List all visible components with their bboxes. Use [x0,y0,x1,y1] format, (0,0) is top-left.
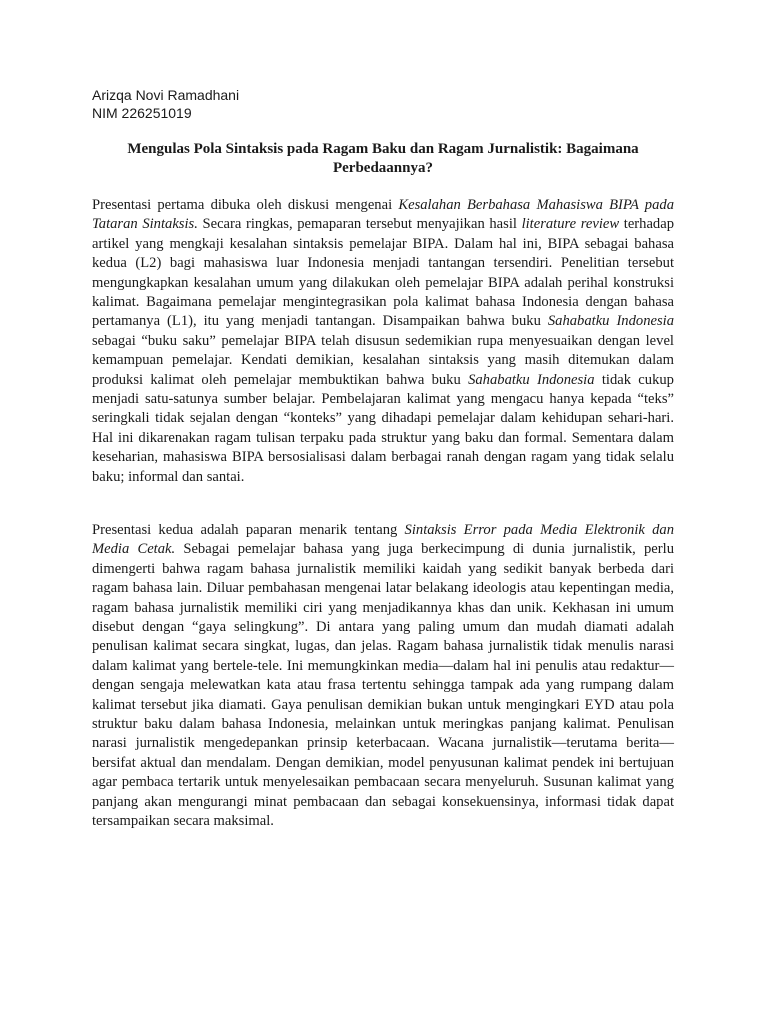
author-nim: NIM 226251019 [92,105,192,121]
document-title: Mengulas Pola Sintaksis pada Ragam Baku dan Ragam Jurnalistik: Bagaimana Perbedaannya? [127,141,639,176]
text-run: tidak cukup menjadi satu-satunya sumber belajar. Pembelajaran kalimat yang mengacu hanya kepada “teks” seringkali tidak sejalan dengan “konteks” yang dihadapi pemelajar dalam kehidupan sehari-hari. Hal ini dikarenakan ragam tulisan terpaku pada struktur yang baku dan formal. Sementara dalam keseharian, mahasiswa BIPA bersosialisasi dalam berbagai ranah dengan ragam yang tidak selalu baku; informal dan santai. [92,371,674,485]
text-run: terhadap artikel yang mengkaji kesalahan sintaksis pemelajar BIPA. Dalam hal ini, BIPA sebagai bahasa kedua (L2) bagi mahasiswa luar Indonesia menjadi tantangan tersendiri. Penelitian tersebut mengungkapkan kesalahan umum yang dilakukan oleh pemelajar BIPA adalah perihal konstruksi kalimat. Bagaimana pemelajar mengintegrasikan pola kalimat bahasa Indonesia dengan bahasa pertamanya (L1), itu yang menjadi tantangan. Disampaikan bahwa buku [92,216,674,330]
italic-phrase: Sintaksis Error pada Media Elektronik dan Media Cetak. [92,522,674,558]
paragraph-2 [92,521,674,832]
paragraph-1 [92,196,674,487]
text-run: sebagai “buku saku” pemelajar BIPA telah disusun sedemikian rupa menyesuaikan dengan level kemampuan pemelajar. Kendati demikian, kesalahan sintaksis yang masih ditemukan dalam produksi kalimat oleh pemelajar membuktikan bahwa buku [92,332,674,388]
italic-phrase: Sahabatku Indonesia [468,371,595,388]
text-run: Presentasi pertama dibuka oleh diskusi mengenai [92,197,399,213]
italic-phrase: Sahabatku Indonesia [547,313,674,330]
author-name: Arizqa Novi Ramadhani [92,87,240,103]
text-run: Sebagai pemelajar bahasa yang juga berkecimpung di dunia jurnalistik, perlu dimengerti bahwa ragam bahasa jurnalistik memiliki kaidah yang sedikit banyak berbeda dari ragam bahasa lain. Diluar pembahasan mengenai latar belakang ideologis atau kepentingan media, ragam bahasa jurnalistik memiliki ciri yang menjadikannya khas dan unik. Kekhasan ini umum disebut dengan “gaya selingkung”. Di antara yang paling umum dan mudah diamati adalah penulisan kalimat secara singkat, lugas, dan jelas. Ragam bahasa jurnalistik tidak menulis narasi dalam kalimat yang bertele-tele. Ini memungkinkan media—dalam hal ini penulis atau redaktur—dengan sengaja melewatkan kata atau frasa tertentu sehingga tampak ada yang rumpang dalam kalimat tersebut jika diamati. Gaya penulisan demikian bukan untuk mengingkari EYD atau pola struktur baku dalam bahasa Indonesia, melainkan untuk meringkas panjang kalimat. Penulisan narasi jurnalistik mengedepankan prinsip keterbacaan. Wacana jurnalistik—terutama berita—bersifat aktual dan mendalam. Dengan demikian, model penyusunan kalimat pendek ini bertujuan agar pembaca tertarik untuk menyelesaikan pembacaan secara menyeluruh. Susunan kalimat yang panjang akan mengurangi minat pembacaan dan sebagai konsekuensinya, informasi tidak dapat tersampaikan secara maksimal. [92,541,674,830]
author-block [92,86,239,122]
text-run: Secara ringkas, pemaparan tersebut menyajikan hasil [197,216,522,233]
text-run: Presentasi kedua adalah paparan menarik tentang [92,522,405,538]
italic-phrase: Kesalahan Berbahasa Mahasiswa BIPA pada Tataran Sintaksis. [92,197,674,233]
italic-phrase: literature review [521,216,620,233]
